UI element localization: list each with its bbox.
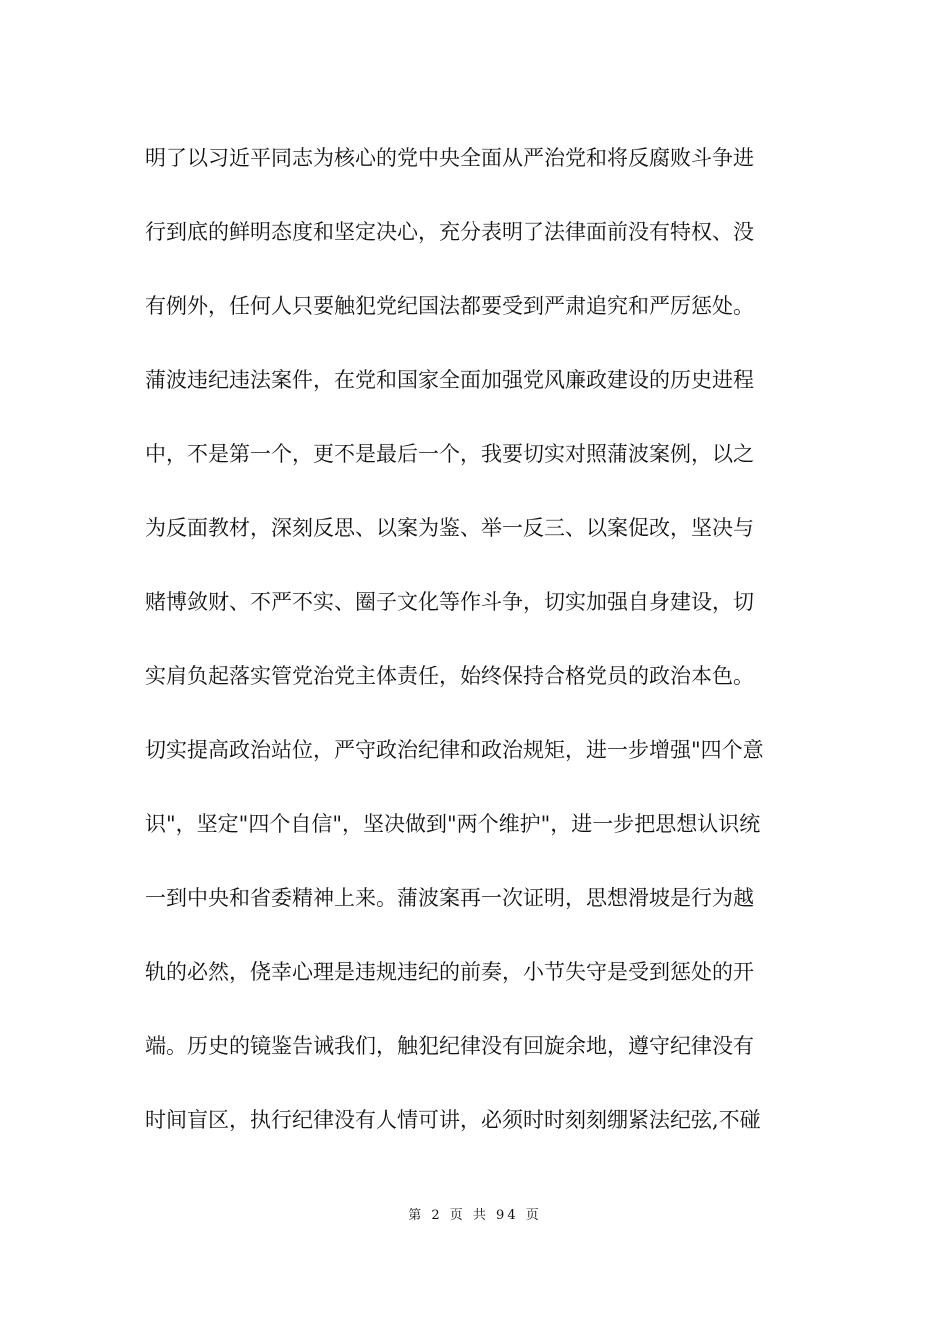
text-line: 实肩负起落实管党治党主体责任，始终保持合格党员的政治本色。 <box>145 664 754 688</box>
text-line: 端。历史的镜鉴告诫我们，触犯纪律没有回旋余地，遵守纪律没有 <box>145 1034 754 1058</box>
text-line: 为反面教材，深刻反思、以案为鉴、举一反三、以案促改，坚决与 <box>145 516 754 540</box>
page-number-footer: 第 2 页 共 94 页 <box>408 1208 542 1223</box>
text-line: 识"，坚定"四个自信"，坚决做到"两个维护"，进一步把思想认识统 <box>145 812 761 836</box>
text-line: 一到中央和省委精神上来。蒲波案再一次证明，思想滑坡是行为越 <box>145 886 754 910</box>
text-line: 蒲波违纪违法案件，在党和国家全面加强党风廉政建设的历史进程 <box>145 368 754 392</box>
body-text <box>145 133 807 1169</box>
text-line: 时间盲区，执行纪律没有人情可讲，必须时时刻刻绷紧法纪弦,不碰 <box>145 1108 761 1132</box>
text-line: 行到底的鲜明态度和坚定决心，充分表明了法律面前没有特权、没 <box>145 220 754 244</box>
text-line: 中，不是第一个，更不是最后一个，我要切实对照蒲波案例，以之 <box>145 442 754 466</box>
text-line: 轨的必然，侥幸心理是违规违纪的前奏，小节失守是受到惩处的开 <box>145 960 754 984</box>
text-line: 明了以习近平同志为核心的党中央全面从严治党和将反腐败斗争进 <box>145 146 754 170</box>
text-line: 赌博敛财、不严不实、圈子文化等作斗争，切实加强自身建设，切 <box>145 590 754 614</box>
text-line: 有例外，任何人只要触犯党纪国法都要受到严肃追究和严厉惩处。 <box>145 294 754 318</box>
text-line: 切实提高政治站位，严守政治纪律和政治规矩，进一步增强"四个意 <box>145 738 764 762</box>
